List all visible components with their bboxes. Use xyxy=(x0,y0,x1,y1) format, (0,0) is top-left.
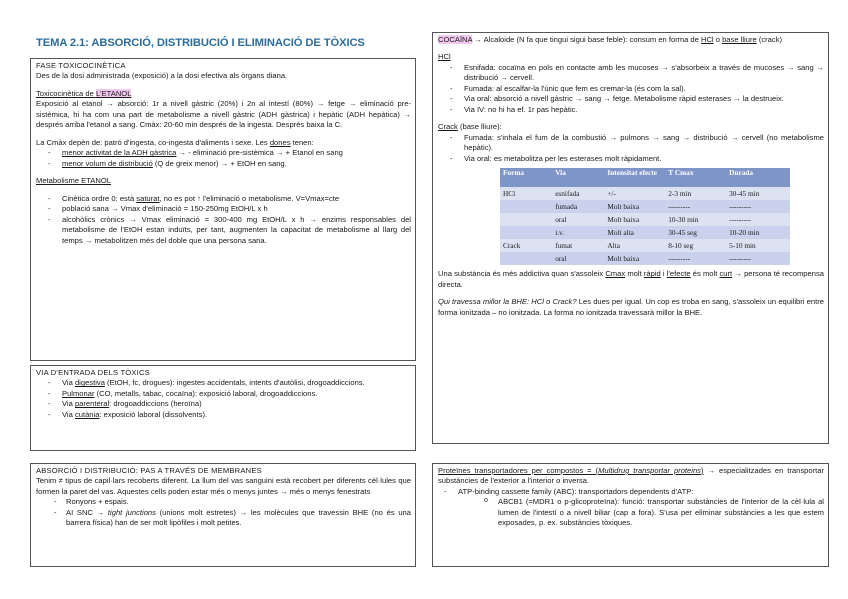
table-cell xyxy=(500,200,552,213)
absorcio-item-text: Ronyons + espais. xyxy=(66,497,129,507)
table-cell: Molt baixa xyxy=(604,252,665,265)
page-title: TEMA 2.1: ABSORCIÓ, DISTRIBUCIÓ I ELIMINACIÓ DE TÒXICS xyxy=(36,37,365,49)
via-item-rest: (EtOH, fc, drogues): ingestes accidentals, intents d'autòlisi, drogoaddiccions. xyxy=(104,378,365,388)
list-item xyxy=(36,497,411,507)
cmax-dones: dones xyxy=(269,137,291,147)
cocaina-hcl: HCl xyxy=(700,35,714,44)
addictiva-text: Una substància és més addictiva quan s'assoleix xyxy=(438,269,606,279)
table-cell: Molt baixa xyxy=(604,213,665,226)
list-item: - ATP-binding cassette family (ABC): transportadors dependents d'ATP: xyxy=(432,487,824,497)
list-item: - Esnifada: cocaïna en pols en contacte amb les mucoses → s'absorbeix a través de mucoses → sang → distribució → cervell. xyxy=(438,63,824,84)
table-cell: --------- xyxy=(726,200,790,213)
table-cell: fumat xyxy=(552,239,604,252)
proteines-heading-close: ) xyxy=(700,466,704,475)
metabolisme-item-text: alcohòlics crònics → Vmax eliminació = 300-400 mg EtOH/L x h → enzims responsables del metabolisme de l'EtOH estan induïts, per tant, augmenten la capacitat de metabolisme al llarg del temps → metabolitzen més del doble que una persona sana. xyxy=(62,214,411,245)
list-item xyxy=(36,204,411,214)
metabolisme-item-text: Cinètica ordre 0: està xyxy=(62,193,137,203)
etanol-heading-prefix: Toxicocinètica de xyxy=(36,88,96,98)
list-item xyxy=(36,410,411,420)
absorcio-item-italic: tight junctions xyxy=(107,507,156,517)
cocaina-table xyxy=(500,168,790,265)
cmax-prefix: La Cmàx depèn de: patró d'ingesta, co-ingesta d'aliments i sexe. Les xyxy=(36,137,270,147)
table-header: Durada xyxy=(726,168,790,187)
dones-item-underlined: menor activitat de la ADH gàstrica xyxy=(62,148,177,158)
table-cell: 5-10 min xyxy=(726,239,790,252)
cocaina-highlight: COCAÏNA xyxy=(438,35,473,44)
table-cell: Crack xyxy=(500,239,552,252)
hcl-list xyxy=(438,63,824,115)
addictiva-rapid: ràpid xyxy=(643,269,661,279)
etanol-heading-highlight: L'ETANOL xyxy=(95,88,132,98)
table-header: Intensitat efecte xyxy=(604,168,665,187)
cmax-paragraph xyxy=(36,138,411,148)
via-item-rest: : exposició laboral (dissolvents). xyxy=(99,409,208,419)
cocaina-intro xyxy=(438,35,824,45)
list-item: - Fumada: s'inhala el fum de la combustió → pulmons → sang → distribució → cervell (no metabolisme hepàtic). xyxy=(438,133,824,154)
crack-heading xyxy=(438,122,824,132)
bhe-question: Qui travessa millor la BHE: HCl o Crack? xyxy=(438,297,577,307)
table-row xyxy=(500,239,790,252)
list-item xyxy=(36,194,411,204)
absorcio-list xyxy=(36,497,411,528)
crack-heading-underlined: Crack xyxy=(438,122,458,132)
list-item xyxy=(36,389,411,399)
list-item: o ABCB1 (=MDR1 o p-glicoproteïna): funció: transportar substàncies de l'interior de la cèl·lula al lumen de l'intestí o a nivell biliar (cap a fora). S'usa per eliminar substàncies a les que estem exposades, p. ex. substàncies tòxiques. xyxy=(438,497,824,528)
table-cell: fumada xyxy=(552,200,604,213)
etanol-text: Exposició al etanol → absorció: 1r a nivell gàstric (20%) i 2n al intestí (80%) → fetge → eliminació pre-sistèmica, hi ha com una part de metabolisme a nivell gàstric (ADH gàstrica) i hepàtic (ADH hepàtica) → després arriba l'etanol a sang. Cmàx: 20-60 min després de la ingesta. Després baixa la C. xyxy=(36,99,411,130)
via-item-underlined: Pulmonar xyxy=(62,388,95,398)
table-cell: --------- xyxy=(665,252,726,265)
table-cell: Alta xyxy=(604,239,665,252)
addictiva-text: i xyxy=(660,269,667,279)
addictiva-text: és molt xyxy=(690,269,720,279)
table-cell: --------- xyxy=(726,213,790,226)
metabolisme-item-rest: , no es pot ↑ l'eliminació o metabolisme. V=Vmax=cte xyxy=(159,193,340,203)
fase-toxicocinetica-box xyxy=(30,58,416,361)
cocaina-intro-end: (crack) xyxy=(756,35,783,44)
table-cell: Molt alta xyxy=(604,226,665,239)
addictiva-text: molt xyxy=(625,269,644,279)
via-item-text: Via xyxy=(62,409,75,419)
table-row xyxy=(500,226,790,239)
metabolisme-list xyxy=(36,194,411,246)
via-item-text: Via xyxy=(62,378,75,388)
list-item xyxy=(36,399,411,409)
via-item-text: Via xyxy=(62,399,75,409)
proteines-heading-italic: Multidrug transportar proteins xyxy=(598,466,701,475)
dones-item-text: (Q de greix menor) → + EtOH en sang. xyxy=(152,158,287,168)
list-item xyxy=(36,148,411,158)
proteines-heading xyxy=(438,466,824,487)
metabolisme-item-underlined: saturat xyxy=(136,193,160,203)
table-cell: 30-45 min xyxy=(726,187,790,200)
bhe-paragraph xyxy=(438,297,824,318)
table-row xyxy=(500,187,790,200)
dones-item-underlined: menor volum de distribució xyxy=(62,158,153,168)
table-cell: Molt baixa xyxy=(604,200,665,213)
table-cell: 8-10 seg xyxy=(665,239,726,252)
dones-item-text: → - eliminació pre-sistèmica → + Etanol en sang xyxy=(176,148,343,158)
addictiva-curt: curt xyxy=(719,269,733,279)
proteines-box xyxy=(432,463,829,567)
table-cell: HCl xyxy=(500,187,552,200)
proteines-sublist xyxy=(438,497,824,528)
list-item: - Via oral: es metabolitza per les esterases molt ràpidament. xyxy=(438,154,824,164)
table-cell: 10-20 min xyxy=(726,226,790,239)
table-row xyxy=(500,213,790,226)
table-body xyxy=(500,187,790,265)
cocaina-base-lliure: base lliure xyxy=(722,35,757,44)
table-row xyxy=(500,200,790,213)
list-item xyxy=(36,508,411,529)
fase-intro: Des de la dosi administrada (exposició) a la dosi efectiva als òrgans diana. xyxy=(36,71,288,81)
list-item xyxy=(36,215,411,246)
table-header-row xyxy=(500,168,790,187)
table-cell: --------- xyxy=(726,252,790,265)
proteines-list xyxy=(432,487,824,497)
list-item xyxy=(36,159,411,169)
table-cell: oral xyxy=(552,252,604,265)
table-cell xyxy=(500,226,552,239)
absorcio-box xyxy=(30,463,416,567)
absorcio-item-text: AI SNC → xyxy=(66,507,108,517)
via-list xyxy=(36,378,411,420)
table-cell: 10-30 min xyxy=(665,213,726,226)
table-cell: esnifada xyxy=(552,187,604,200)
table-cell xyxy=(500,252,552,265)
via-item-rest: (CO, metalls, tabac, cocaïna): exposició laboral, drogoaddiccions. xyxy=(94,388,318,398)
proteines-heading-rest: → especialitzades en transportar substàncies de l'exterior a l'interior o inversa. xyxy=(438,466,824,486)
dones-list xyxy=(36,148,411,169)
list-item: - Via IV: no hi ha ef. 1r pas hepàtic. xyxy=(438,105,824,115)
cocaina-box xyxy=(432,32,829,444)
cmax-suffix: tenen: xyxy=(290,137,314,147)
absorcio-heading: ABSORCIÓ I DISTRIBUCIÓ: PAS A TRAVÉS DE MEMBRANES xyxy=(36,466,262,475)
addictiva-paragraph xyxy=(438,269,824,290)
hcl-heading: HCl xyxy=(438,52,451,62)
via-heading: VIA D'ENTRADA DELS TÒXICS xyxy=(36,368,150,377)
metabolisme-heading: Metabolisme ETANOL xyxy=(36,176,111,186)
table-cell: --------- xyxy=(665,200,726,213)
addictiva-text: → persona té recompensa directa. xyxy=(438,269,824,289)
table-cell: 2-3 min xyxy=(665,187,726,200)
fase-heading: FASE TOXICOCINÈTICA xyxy=(36,61,126,70)
table-cell xyxy=(500,213,552,226)
cocaina-intro-text: → Alcaloide (N fa que tingui sigui base feble): consum en forma de xyxy=(472,35,701,44)
via-item-rest: : drogoaddiccions (heroïna) xyxy=(109,399,202,409)
list-item: - Fumada: al escalfar-la l'únic que fem es cremar-la (és com la sal). xyxy=(438,84,824,94)
absorcio-item-rest: (unions molt estretes) → les molècules que travessin BHE (no és una barrera física) han de ser molt lipòfiles i molt petites. xyxy=(66,507,411,528)
via-item-underlined: cutània xyxy=(74,409,100,419)
via-item-underlined: digestiva xyxy=(74,378,105,388)
crack-heading-rest: (base lliure): xyxy=(457,122,502,132)
table-header: T Cmax xyxy=(665,168,726,187)
list-item: - Via oral: absorció a nivell gàstric → sang → fetge. Metabolisme ràpid esterases → la destrueix. xyxy=(438,94,824,104)
via-entrada-box xyxy=(30,365,416,451)
crack-list xyxy=(438,133,824,164)
table-row xyxy=(500,252,790,265)
table-header: Via xyxy=(552,168,604,187)
list-item xyxy=(36,378,411,388)
metabolisme-item-text: població sana → Vmax d'eliminació = 150-250mg EtOH/L x h xyxy=(62,204,268,214)
etanol-heading xyxy=(36,89,411,99)
table-cell: oral xyxy=(552,213,604,226)
table-header: Forma xyxy=(500,168,552,187)
absorcio-text: Tenim ≠ tipus de capil·lars recoberts diferent. La llum del vas sanguini està recobert per diferents cèl·lules que formen la paret del vas. Aquestes cells poden estar més o menys juntes → més o menys fenestrats xyxy=(36,476,411,496)
addictiva-efecte: l'efecte xyxy=(666,269,691,279)
via-item-underlined: parenteral xyxy=(74,399,110,409)
addictiva-cmax: Cmax xyxy=(605,269,626,279)
proteines-heading-underlined: Proteïnes transportadores per compostos = ( xyxy=(438,466,599,475)
bhe-answer: Les dues per igual. Un cop es troba en sang, s'assoleix un equilibri entre forma ionitzada – no ionitzada. La forma no ionitzada travessarà millor la BHE. xyxy=(438,297,824,317)
table-cell: i.v. xyxy=(552,226,604,239)
table-cell: +/- xyxy=(604,187,665,200)
cocaina-intro-mid: o xyxy=(713,35,723,44)
table-cell: 30-45 seg xyxy=(665,226,726,239)
